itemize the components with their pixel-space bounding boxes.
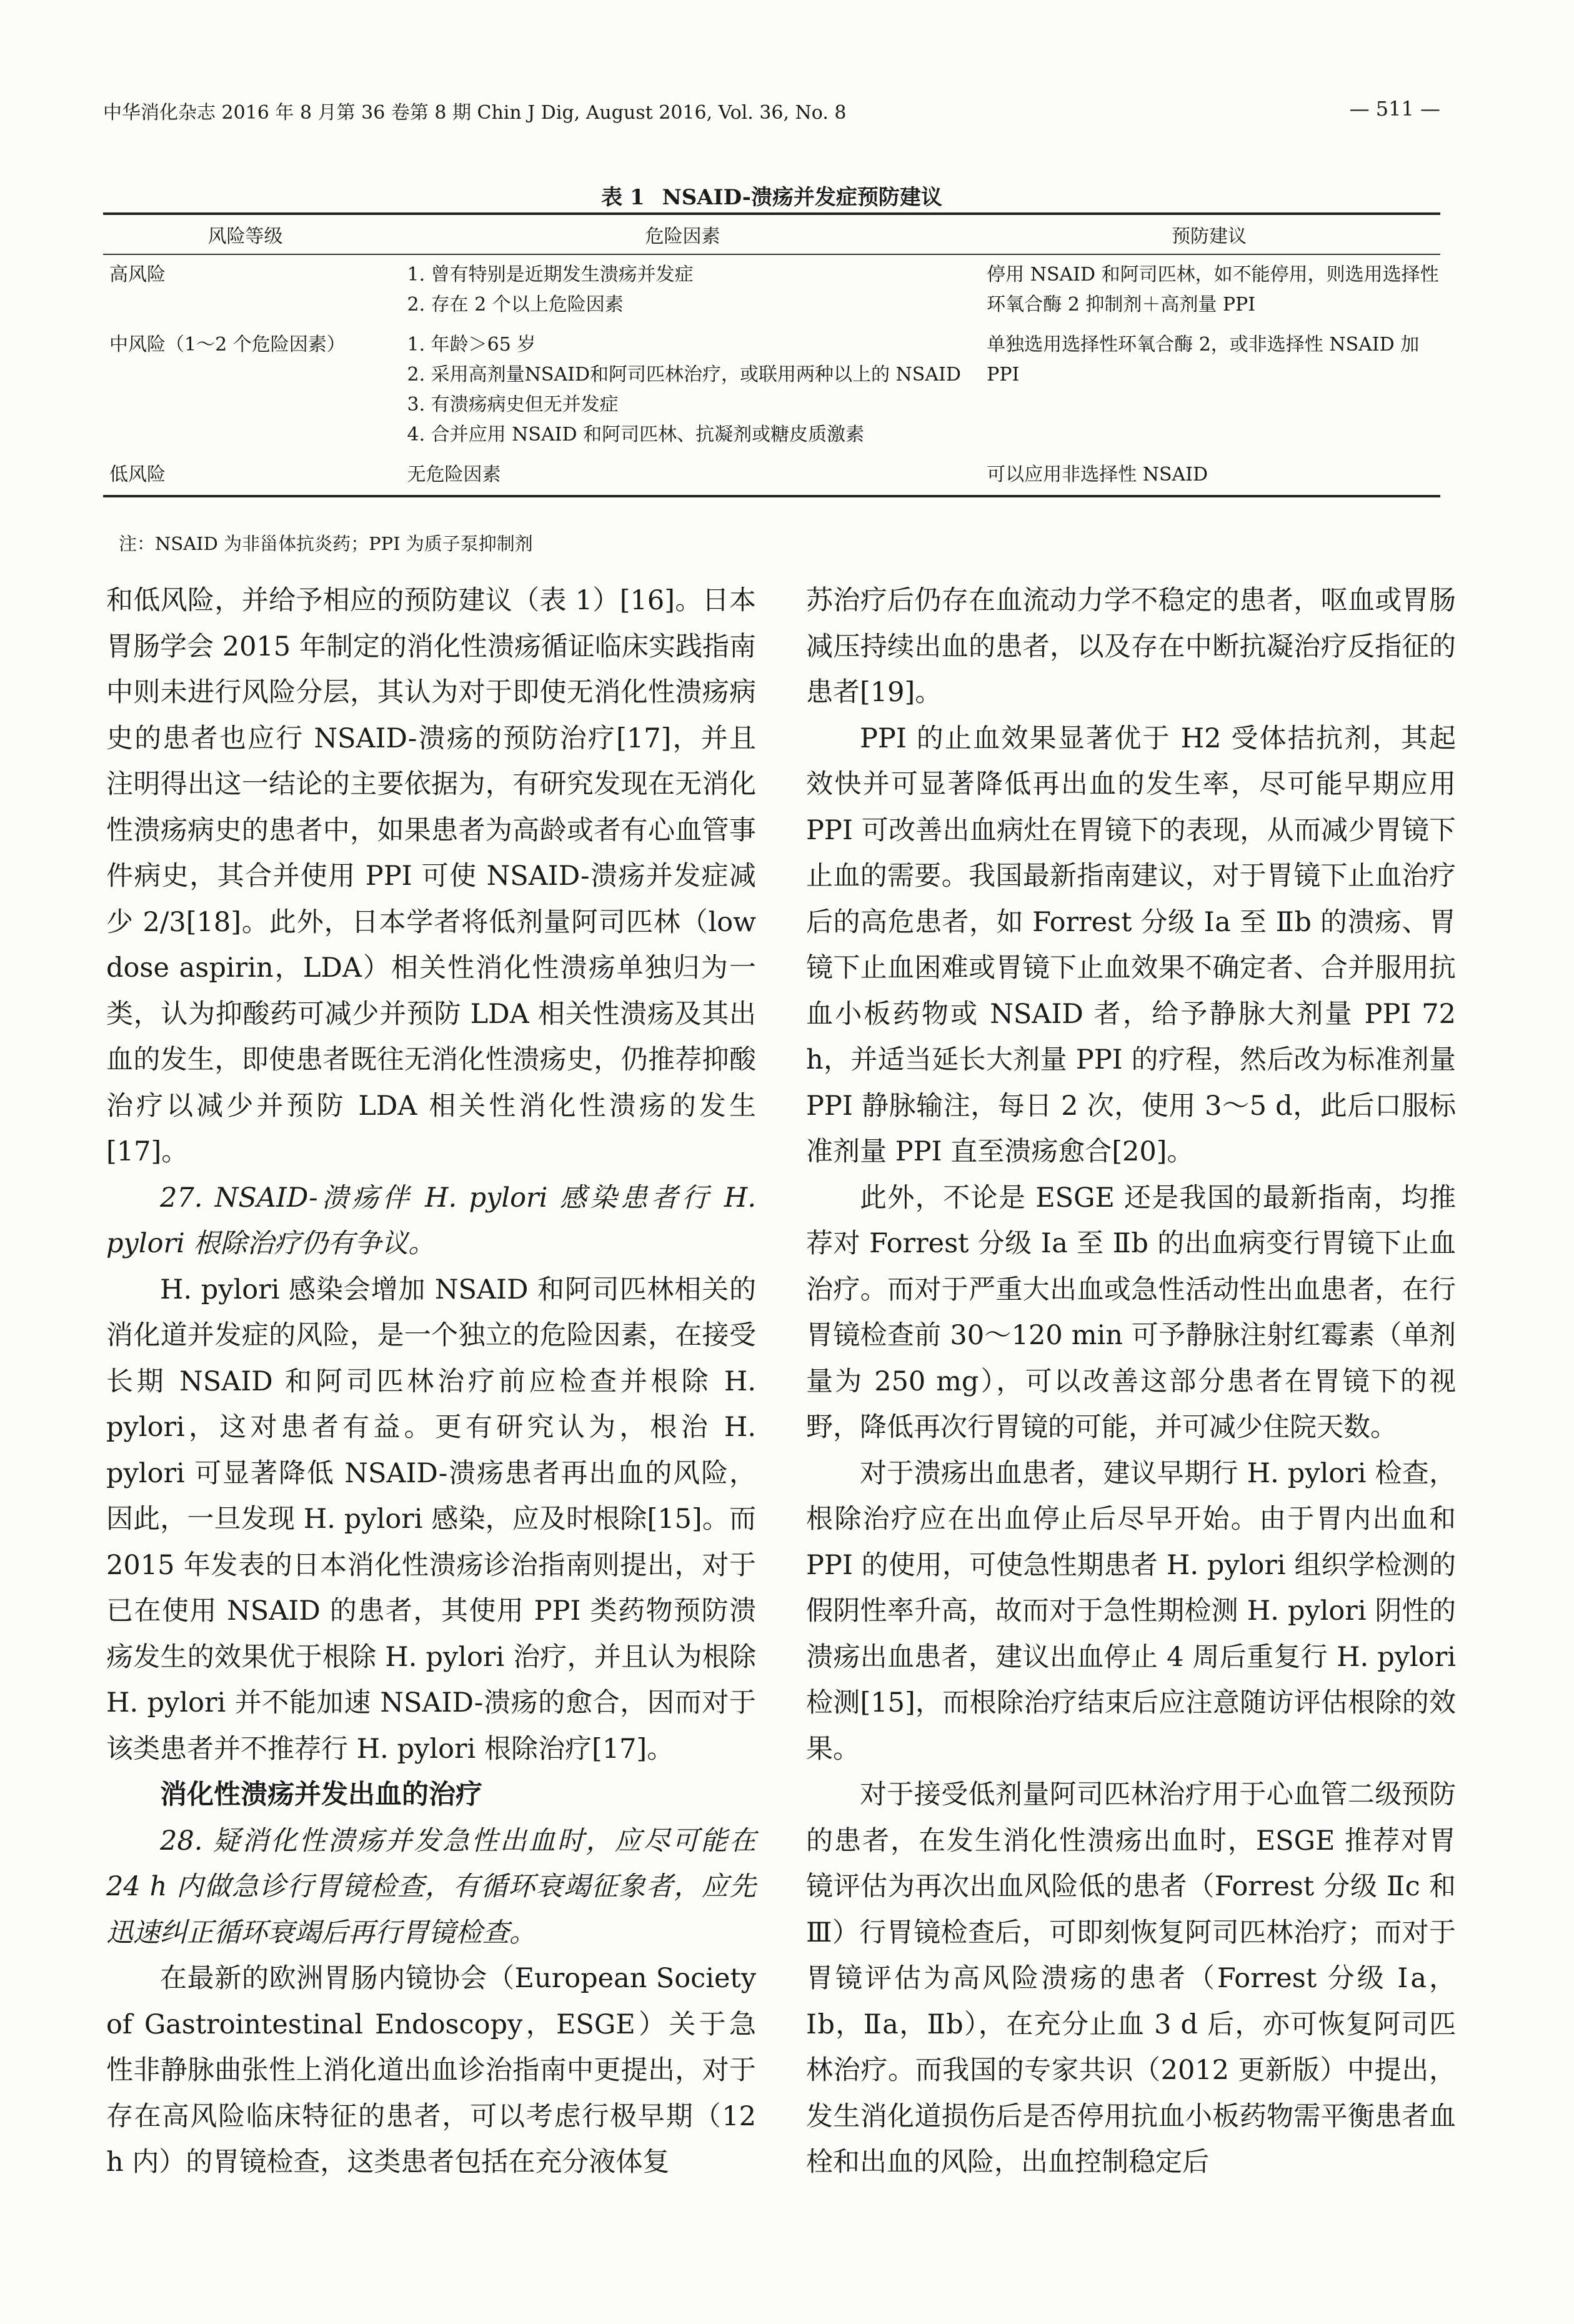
header-risk-factors: 危险因素 [645,226,720,247]
table-note: 注：NSAID 为非甾体抗炎药；PPI 为质子泵抑制剂 [119,533,533,554]
advice-cell: 可以应用非选择性 NSAID [987,464,1208,486]
page-number: — 511 — [1349,97,1440,121]
recommendation: 28. 疑消化性溃疡并发急性出血时，应尽可能在 24 h 内做急诊行胃镜检查，有循环衰竭征象者，应先迅速纠正循环衰竭后再行胃镜检查。 [106,1825,756,1948]
table-caption [103,180,1440,211]
body-paragraph: PPI 的止血效果显著优于 H2 受体拮抗剂，其起效快并可显著降低再出血的发生率，尽可能早期应用 PPI 可改善出血病灶在胃镜下的表现，从而减少胃镜下止血的需要。我国最新指南建议，对于胃镜下止血治疗后的高危患者，如 Forrest 分级 Ⅰa 至 Ⅱb 的溃疡、胃镜下止血困难或胃镜下止血效果不确定者、合并服用抗血小板药物或 NSAID 者，给予静脉大剂量 PPI 72 h，并适当延长大剂量 PPI 的疗程，然后改为标准剂量 PPI 静脉输注，每日 2 次，使用 3～5 d，此后口服标准剂量 PPI 直至溃疡愈合[20]。 [806,722,1456,1167]
risk-factors-cell [382,460,962,490]
risk-factor-item: 2. 存在 2 个以上危险因素 [407,294,624,316]
body-paragraph: 对于溃疡出血患者，建议早期行 H. pylori 检查，根除治疗应在出血停止后尽早开始。由于胃内出血和 PPI 的使用，可使急性期患者 H. pylori 组织学检测的假阴性率升高，故而对于急性期检测 H. pylori 阴性的溃疡出血患者，建议出血停止 4 周后重复行 H. pylori 检测[15]，而根除治疗结束后应注意随访评估根除的效果。 [806,1457,1456,1765]
risk-factor-item: 2. 采用高剂量NSAID和阿司匹林治疗，或联用两种以上的 NSAID [407,364,961,386]
risk-level-cell: 中风险（1～2 个危险因素） [109,334,346,356]
table-row [103,325,1440,455]
risk-factor-item: 1. 年龄＞65 岁 [407,334,536,356]
right-text-column [806,578,1456,2186]
body-paragraph: 和低风险，并给予相应的预防建议（表 1）[16]。日本胃肠学会 2015 年制定的消化性溃疡循证临床实践指南中则未进行风险分层，其认为对于即使无消化性溃疡病史的患者也应行 NSAID-溃疡的预防治疗[17]，并且注明得出这一结论的主要依据为，有研究发现在无消化性溃疡病史的患者中，如果患者为高龄或者有心血管事件病史，其合并使用 PPI 可使 NSAID-溃疡并发症减少 2/3[18]。此外，日本学者将低剂量阿司匹林（low dose aspirin，LDA）相关性消化性溃疡单独归为一类，认为抑酸药可减少并预防 LDA 相关性溃疡及其出血的发生，即使患者既往无消化性溃疡史，仍推荐抑酸治疗以减少并预防 LDA 相关性消化性溃疡的发生[17]。 [106,585,756,1167]
recommendation: 27. NSAID-溃疡伴 H. pylori 感染患者行 H. pylori 根除治疗仍有争议。 [106,1182,756,1259]
header-risk-level: 风险等级 [207,226,283,247]
body-paragraph: 此外，不论是 ESGE 还是我国的最新指南，均推荐对 Forrest 分级 Ⅰa 至 Ⅱb 的出血病变行胃镜下止血治疗。而对于严重大出血或急性活动性出血患者，在行胃镜检查前 30～120 min 可予静脉注射红霉素（单剂量为 250 mg），可以改善这部分患者在胃镜下的视野，降低再次行胃镜的可能，并可减少住院天数。 [806,1182,1456,1443]
risk-factor-item: 无危险因素 [407,464,501,486]
table-header-row [103,215,1440,255]
risk-factors-cell [382,330,962,450]
journal-citation: 中华消化杂志 2016 年 8 月第 36 卷第 8 期 Chin J Dig, August 2016, Vol. 36, No. 8 [103,102,847,124]
table-label: 表 1 [601,185,645,210]
risk-level-cell: 高风险 [109,264,166,286]
table-row [103,455,1440,495]
body-paragraph: 对于接受低剂量阿司匹林治疗用于心血管二级预防的患者，在发生消化性溃疡出血时，ESGE 推荐对胃镜评估为再次出血风险低的患者（Forrest 分级 Ⅱc 和 Ⅲ）行胃镜检查后，可即刻恢复阿司匹林治疗；而对于胃镜评估为高风险溃疡的患者（Forrest 分级 Ⅰa，Ⅰb，Ⅱa，Ⅱb），在充分止血 3 d 后，亦可恢复阿司匹林治疗。而我国的专家共识（2012 更新版）中提出，发生消化道损伤后是否停用抗血小板药物需平衡患者血栓和出血的风险，出血控制稳定后 [806,1779,1456,2178]
risk-factor-item: 1. 曾有特别是近期发生溃疡并发症 [407,264,694,286]
risk-factor-item: 4. 合并应用 NSAID 和阿司匹林、抗凝剂或糖皮质激素 [407,424,865,446]
table-title: NSAID-溃疡并发症预防建议 [662,185,942,210]
risk-factor-item: 3. 有溃疡病史但无并发症 [407,394,619,416]
header-advice: 预防建议 [1172,226,1247,247]
table-row [103,255,1440,325]
risk-level-cell: 低风险 [109,464,166,486]
body-paragraph: 在最新的欧洲胃肠内镜协会（European Society of Gastrointestinal Endoscopy，ESGE）关于急性非静脉曲张性上消化道出血诊治指南中更提出，对于存在高风险临床特征的患者，可以考虑行极早期（12 h 内）的胃镜检查，这类患者包括在充分液体复 [106,1963,756,2178]
body-paragraph: 苏治疗后仍存在血流动力学不稳定的患者，呕血或胃肠减压持续出血的患者，以及存在中断抗凝治疗反指征的患者[19]。 [806,585,1456,708]
risk-factors-cell [382,260,962,320]
risk-table [103,212,1440,497]
advice-cell: 单独选用选择性环氧合酶 2，或非选择性 NSAID 加 PPI [987,334,1420,386]
section-heading: 消化性溃疡并发出血的治疗 [160,1779,482,1810]
running-header [103,97,1440,132]
left-text-column [106,578,756,2186]
table-body [103,255,1440,495]
advice-cell: 停用 NSAID 和阿司匹林，如不能停用，则选用选择性环氧合酶 2 抑制剂＋高剂量 PPI [987,264,1439,316]
body-paragraph: H. pylori 感染会增加 NSAID 和阿司匹林相关的消化道并发症的风险，是一个独立的危险因素，在接受长期 NSAID 和阿司匹林治疗前应检查并根除 H. pylori，这对患者有益。更有研究认为，根治 H. pylori 可显著降低 NSAID-溃疡患者再出血的风险，因此，一旦发现 H. pylori 感染，应及时根除[15]。而 2015 年发表的日本消化性溃疡诊治指南则提出，对于已在使用 NSAID 的患者，其使用 PPI 类药物预防溃疡发生的效果优于根除 H. pylori 治疗，并且认为根除 H. pylori 并不能加速 NSAID-溃疡的愈合，因而对于该类患者并不推荐行 H. pylori 根除治疗[17]。 [106,1274,756,1765]
